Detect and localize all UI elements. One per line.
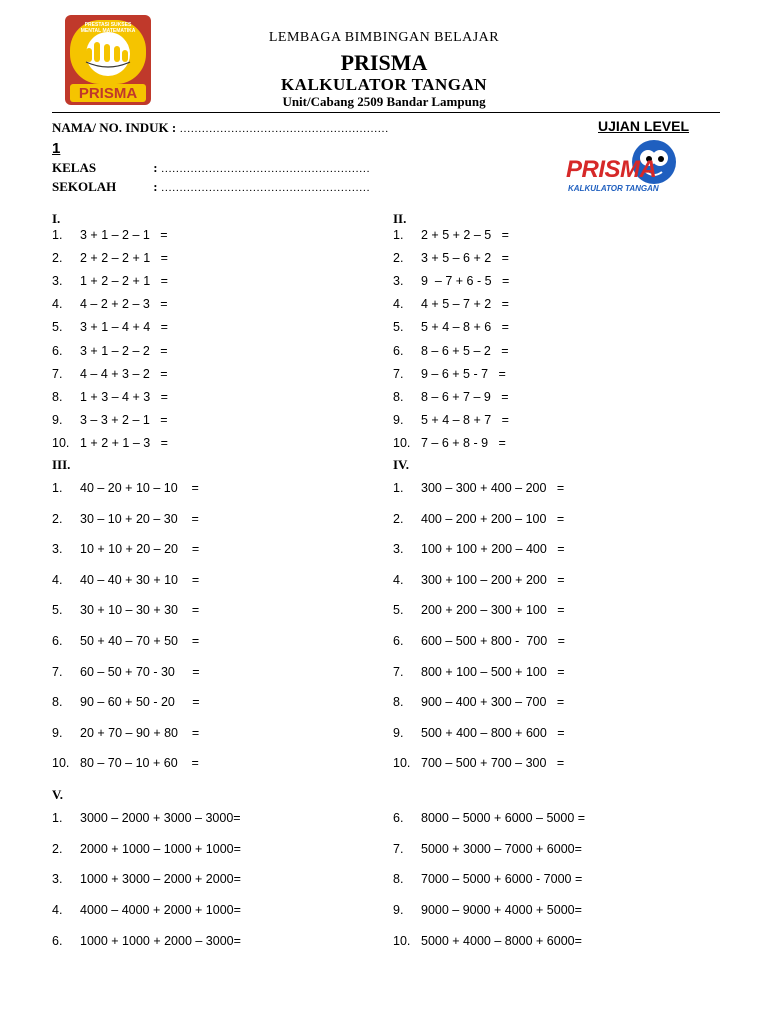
question-expression: 9 – 7 + 6 - 5 =	[421, 274, 510, 289]
question-number: 9.	[52, 725, 63, 740]
question-number: 8.	[52, 695, 63, 710]
question-item	[393, 542, 565, 556]
question-number: 2.	[52, 511, 63, 526]
question-expression: 60 – 50 + 70 - 30 =	[80, 664, 200, 679]
question-expression: 1000 + 1000 + 2000 – 3000=	[80, 933, 241, 948]
question-expression: 800 + 100 – 500 + 100 =	[421, 664, 565, 679]
question-expression: 80 – 70 – 10 + 60 =	[80, 756, 199, 771]
question-expression: 600 – 500 + 800 - 700 =	[421, 634, 565, 648]
page-title: PRISMA	[340, 50, 428, 75]
question-number: 10.	[393, 933, 411, 948]
question-expression: 5000 + 4000 – 8000 + 6000=	[421, 933, 582, 948]
section-title-i: I.	[52, 211, 61, 226]
question-number: 3.	[393, 274, 404, 289]
question-expression: 900 – 400 + 300 – 700 =	[421, 695, 565, 710]
question-expression: 3 + 5 – 6 + 2 =	[421, 251, 509, 266]
question-number: 5.	[52, 603, 63, 618]
question-number: 5.	[393, 320, 404, 335]
class-field[interactable]: …………………………………………………	[160, 163, 370, 175]
question-number: 8.	[393, 872, 404, 887]
question-expression: 3 + 1 – 2 – 2 =	[80, 343, 168, 358]
question-item	[393, 481, 564, 495]
question-number: 1.	[52, 811, 63, 825]
seal-ring-text: PRESTASI SUKSES MENTAL MATEMATIKA	[80, 22, 136, 34]
question-number: 10.	[393, 435, 411, 450]
school-row	[52, 179, 370, 195]
question-number: 4.	[393, 572, 404, 587]
question-item	[52, 665, 200, 679]
question-expression: 4 – 2 + 2 – 3 =	[80, 297, 168, 312]
question-expression: 30 + 10 – 30 + 30 =	[80, 603, 200, 618]
question-item	[393, 512, 564, 526]
question-expression: 8000 – 5000 + 6000 – 5000 =	[421, 811, 586, 825]
question-number: 8.	[393, 695, 404, 710]
question-number: 7.	[393, 664, 404, 679]
question-expression: 5 + 4 – 8 + 6 =	[421, 320, 509, 335]
question-item	[52, 274, 168, 288]
page-subtitle: KALKULATOR TANGAN	[280, 75, 488, 94]
question-expression: 40 – 20 + 10 – 10 =	[80, 481, 199, 495]
question-item	[393, 811, 585, 825]
question-item	[52, 297, 168, 311]
question-number: 7.	[393, 366, 404, 381]
question-expression: 5000 + 3000 – 7000 + 6000=	[421, 841, 582, 856]
name-label: NAMA/ NO. INDUK	[52, 120, 169, 135]
class-label: KELAS	[52, 160, 97, 175]
exam-level-label: UJIAN LEVEL	[598, 118, 690, 134]
question-expression: 1 + 3 – 4 + 3 =	[80, 389, 168, 404]
question-item	[393, 320, 509, 334]
question-number: 5.	[52, 320, 63, 335]
question-expression: 1000 + 3000 – 2000 + 2000=	[80, 872, 241, 887]
question-expression: 2 + 5 + 2 – 5 =	[421, 228, 509, 242]
class-sep: :	[153, 160, 158, 175]
question-number: 6.	[52, 634, 63, 648]
question-expression: 300 – 300 + 400 – 200 =	[421, 481, 565, 495]
level-number: 1	[52, 140, 61, 157]
question-number: 9.	[393, 412, 404, 427]
question-expression: 9000 – 9000 + 4000 + 5000=	[421, 903, 582, 918]
question-expression: 4000 – 4000 + 2000 + 1000=	[80, 903, 241, 918]
question-item	[393, 251, 509, 265]
section-title-iii: III.	[52, 457, 71, 472]
question-item	[52, 251, 168, 265]
question-number: 3.	[52, 542, 63, 557]
question-item	[52, 512, 199, 526]
name-row	[52, 120, 388, 136]
name-sep: :	[171, 120, 177, 135]
mascot-logo-text: PRISMA	[566, 156, 657, 183]
header-divider	[52, 112, 720, 113]
question-expression: 300 + 100 – 200 + 200 =	[421, 572, 565, 587]
question-expression: 8 – 6 + 7 – 9 =	[421, 389, 509, 404]
question-item	[393, 872, 582, 886]
question-expression: 4 – 4 + 3 – 2 =	[80, 366, 168, 381]
class-row	[52, 160, 370, 176]
section-title-v: V.	[52, 787, 63, 802]
question-item	[393, 603, 565, 617]
school-field[interactable]: …………………………………………………	[160, 182, 370, 194]
question-number: 1.	[52, 228, 63, 242]
question-item	[52, 320, 168, 334]
question-expression: 3 + 1 – 2 – 1 =	[80, 228, 168, 242]
question-item	[52, 413, 168, 427]
question-item	[393, 390, 509, 404]
question-expression: 700 – 500 + 700 – 300 =	[421, 756, 565, 771]
question-item	[52, 390, 168, 404]
question-item	[393, 695, 564, 709]
question-expression: 100 + 100 + 200 – 400 =	[421, 542, 565, 557]
question-number: 6.	[393, 634, 404, 648]
question-item	[393, 297, 509, 311]
question-number: 6.	[52, 933, 63, 948]
question-number: 2.	[393, 251, 404, 266]
question-number: 1.	[393, 228, 404, 242]
question-number: 1.	[52, 481, 63, 495]
question-item	[52, 436, 168, 450]
question-item	[393, 903, 582, 917]
question-expression: 1 + 2 – 2 + 1 =	[80, 274, 168, 289]
question-item	[52, 811, 241, 825]
question-number: 7.	[52, 664, 63, 679]
question-number: 2.	[52, 251, 63, 266]
question-item	[52, 756, 199, 770]
question-expression: 7 – 6 + 8 - 9 =	[421, 435, 506, 450]
institution-label: LEMBAGA BIMBINGAN BELAJAR	[268, 30, 500, 45]
question-number: 7.	[393, 841, 404, 856]
question-number: 5.	[393, 603, 404, 618]
question-expression: 3000 – 2000 + 3000 – 3000=	[80, 811, 241, 825]
question-number: 9.	[52, 412, 63, 427]
question-item	[393, 413, 509, 427]
question-number: 1.	[393, 481, 404, 495]
question-item	[52, 634, 199, 648]
question-item	[52, 726, 199, 740]
question-item	[52, 481, 199, 495]
question-number: 9.	[393, 903, 404, 918]
question-item	[393, 756, 564, 770]
question-number: 8.	[393, 389, 404, 404]
question-number: 4.	[52, 297, 63, 312]
question-number: 6.	[393, 811, 404, 825]
question-number: 2.	[52, 841, 63, 856]
name-field[interactable]: …………………………………………………	[179, 123, 389, 135]
question-number: 3.	[393, 542, 404, 557]
question-number: 7.	[52, 366, 63, 381]
question-item	[52, 542, 199, 556]
school-label: SEKOLAH	[52, 179, 117, 194]
question-expression: 40 – 40 + 30 + 10 =	[80, 572, 200, 587]
seal-logo-text: PRISMA	[78, 85, 138, 102]
question-number: 10.	[52, 756, 70, 771]
question-item	[393, 367, 506, 381]
question-item	[393, 934, 582, 948]
question-expression: 500 + 400 – 800 + 600 =	[421, 725, 565, 740]
question-expression: 10 + 10 + 20 – 20 =	[80, 542, 200, 557]
question-item	[52, 842, 241, 856]
question-item	[393, 436, 506, 450]
question-expression: 2 + 2 – 2 + 1 =	[80, 251, 168, 266]
question-expression: 50 + 40 – 70 + 50 =	[80, 634, 200, 648]
prisma-mascot-logo	[564, 136, 680, 198]
question-item	[393, 573, 565, 587]
question-item	[52, 603, 199, 617]
section-title-ii: II.	[393, 211, 407, 226]
question-expression: 1 + 2 + 1 – 3 =	[80, 435, 168, 450]
unit-label: Unit/Cabang 2509 Bandar Lampung	[282, 94, 486, 109]
mascot-logo-tag: KALKULATOR TANGAN	[568, 184, 659, 193]
question-number: 2.	[393, 511, 404, 526]
question-item	[52, 872, 241, 886]
question-item	[52, 903, 241, 917]
question-item	[52, 228, 168, 242]
question-item	[52, 573, 199, 587]
question-expression: 3 + 1 – 4 + 4 =	[80, 320, 168, 335]
question-expression: 4 + 5 – 7 + 2 =	[421, 297, 509, 312]
question-number: 8.	[52, 389, 63, 404]
question-item	[52, 344, 168, 358]
question-item	[393, 634, 565, 648]
question-expression: 8 – 6 + 5 – 2 =	[421, 343, 509, 358]
question-number: 3.	[52, 872, 63, 887]
question-expression: 9 – 6 + 5 - 7 =	[421, 366, 506, 381]
question-number: 6.	[52, 343, 63, 358]
question-expression: 200 + 200 – 300 + 100 =	[421, 603, 565, 618]
question-item	[393, 344, 509, 358]
question-number: 3.	[52, 274, 63, 289]
question-number: 9.	[393, 725, 404, 740]
question-expression: 400 – 200 + 200 – 100 =	[421, 511, 565, 526]
question-number: 4.	[393, 297, 404, 312]
question-expression: 3 – 3 + 2 – 1 =	[80, 412, 168, 427]
question-item	[52, 367, 168, 381]
question-item	[393, 726, 565, 740]
question-expression: 5 + 4 – 8 + 7 =	[421, 412, 509, 427]
question-number: 10.	[393, 756, 411, 771]
question-item	[393, 842, 582, 856]
school-sep: :	[153, 179, 158, 194]
question-item	[393, 665, 565, 679]
question-expression: 90 – 60 + 50 - 20 =	[80, 695, 200, 710]
question-number: 6.	[393, 343, 404, 358]
question-expression: 7000 – 5000 + 6000 - 7000 =	[421, 872, 583, 887]
question-number: 4.	[52, 572, 63, 587]
section-title-iv: IV.	[393, 457, 410, 472]
question-expression: 30 – 10 + 20 – 30 =	[80, 511, 199, 526]
question-expression: 20 + 70 – 90 + 80 =	[80, 725, 200, 740]
question-expression: 2000 + 1000 – 1000 + 1000=	[80, 841, 241, 856]
question-number: 10.	[52, 435, 70, 450]
question-number: 4.	[52, 903, 63, 918]
question-item	[52, 695, 200, 709]
question-item	[393, 274, 509, 288]
question-item	[52, 934, 241, 948]
question-item	[393, 228, 509, 242]
